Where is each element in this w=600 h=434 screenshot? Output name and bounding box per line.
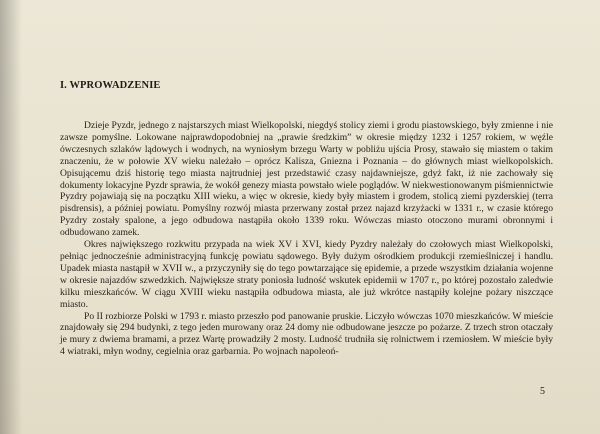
paragraph-1: Dzieje Pyzdr, jednego z najstarszych miast Wielkopolski, niegdyś stolicy ziemi i grodu piastowskiego, były zmienne i nie zawsze pomyślne. Lokowane najprawdopodobniej na „prawie średzkim” w okresie między 1232 i 1257 rokiem, w węźle ówczesnych szlaków lądowych i wodnych, na wyniosłym brzegu Warty w pobliżu ujścia Prosy, stawało się miastem o takim znaczeniu, że w połowie XV wieku należało – oprócz Kalisza, Gniezna i Poznania – do głównych miast wielkopolskich. Opisującemu dziś historię tego miasta najtrudniej jest przedstawić czasy najdawniejsze, gdyż fakt, iż nie zachowały się dokumenty lokacyjne Pyzdr sprawia, że wokół genezy miasta powstało wiele poglądów. W niekwestionowanym piśmiennictwie Pyzdry pojawiają się na początku XIII wieku, a więc w okresie, kiedy były miastem i grodem, stolicą ziemi pyzderskiej (terra pisdrensis), a później powiatu. Pomyślny rozwój miasta przerwany został przez najazd krzyżacki w 1331 r., w czasie którego Pyzdry zostały spalone, a jego odbudowa nastąpiła około 1339 roku. Wówczas miasto otoczono murami obronnymi i odbudowano zamek. [60, 120, 553, 239]
paragraph-2: Okres największego rozkwitu przypada na wiek XV i XVI, kiedy Pyzdry należały do czołowych miast Wielkopolski, pełniąc jednocześnie administracyjną funkcję powiatu sądowego. Były dużym ośrodkiem produkcji rzemieślniczej i handlu. Upadek miasta nastąpił w XVII w., a przyczyniły się do tego powtarzające się epidemie, a przede wszystkim działania wojenne w okresie najazdów szwedzkich. Największe straty poniosła ludność wskutek epidemii w 1707 r., po której pozostało zaledwie kilku mieszkańców. W ciągu XVIII wieku nastąpiła odbudowa miasta, ale już wkrótce nastąpiły kolejne pożary niszczące miasto. [60, 239, 553, 310]
body-text [60, 120, 553, 358]
page-number: 5 [540, 386, 545, 397]
binding-shadow [0, 0, 22, 434]
chapter-heading: I. WPROWADZENIE [60, 80, 161, 91]
paragraph-3: Po II rozbiorze Polski w 1793 r. miasto przeszło pod panowanie pruskie. Liczyło wówczas 1070 mieszkańców. W mieście znajdowały się 294 budynki, z tego jeden murowany oraz 24 domy nie odbudowane jeszcze po pożarze. Z trzech stron otaczały je mury z dwiema bramami, a przez Wartę prowadziły 2 mosty. Ludność trudniła się rolnictwem i rzemiosłem. W mieście były 4 wiatraki, młyn wodny, cegielnia oraz garbarnia. Po wojnach napoleoń- [60, 310, 553, 358]
